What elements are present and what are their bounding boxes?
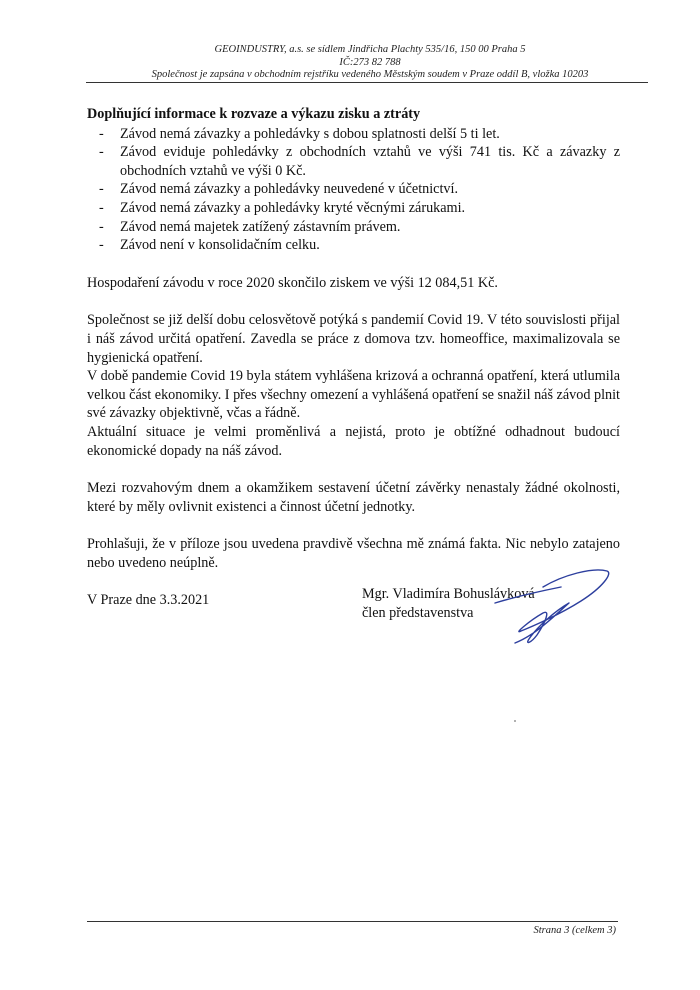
declaration-paragraph: Prohlašuji, že v příloze jsou uvedena pravdivě všechna mě známá fakta. Nic nebylo zatajeno nebo uvedeno neúplně. (87, 536, 620, 571)
page-number: Strana 3 (celkem 3) (533, 925, 616, 936)
bullet-item: - Závod eviduje pohledávky z obchodních vztahů ve výši 741 tis. Kč a závazky z obchodních vztahů ve výši 0 Kč. (87, 143, 620, 180)
place-date: V Praze dne 3.3.2021 (87, 592, 210, 609)
signatory-role: člen představenstva (362, 605, 474, 621)
document-body (87, 105, 620, 610)
bullet-item: - Závod nemá závazky a pohledávky s dobou splatnosti delší 5 ti let. (87, 125, 620, 144)
subsequent-events-paragraph: Mezi rozvahovým dnem a okamžikem sestavení účetní závěrky nenastaly žádné okolnosti, které by měly ovlivnit existenci a činnost účetní jednotky. (87, 480, 620, 515)
covid-paragraph-3: Aktuální situace je velmi proměnlivá a nejistá, proto je obtížné odhadnout budoucí ekonomické dopady na náš závod. (87, 423, 620, 459)
header-registry-line: Společnost je zapsána v obchodním rejstříku vedeného Městským soudem v Praze oddíl B, vložka 10203 (151, 69, 589, 80)
header-divider (86, 82, 648, 83)
result-paragraph: Hospodaření závodu v roce 2020 skončilo ziskem ve výši 12 084,51 Kč. (87, 274, 498, 291)
covid-paragraph-1: Společnost se již delší dobu celosvětově potýká s pandemií Covid 19. V této souvislosti přijal i náš závod určitá opatření. Zavedla se práce z domova tzv. homeoffice, maximalizovala se hygienická opatření. (87, 312, 620, 366)
signatory-name: Mgr. Vladimíra Bohuslávková (362, 586, 535, 602)
footer-divider (87, 921, 618, 922)
bullet-item: - Závod nemá závazky a pohledávky neuvedené v účetnictví. (87, 180, 620, 199)
company-header (140, 44, 600, 82)
header-company-line: GEOINDUSTRY, a.s. se sídlem Jindřicha Plachty 535/16, 150 00 Praha 5 (214, 44, 526, 55)
handwritten-signature (485, 565, 615, 647)
header-ic-line: IČ:273 82 788 (339, 56, 401, 68)
scan-speck (514, 720, 516, 722)
bullet-item: - Závod není v konsolidačním celku. (87, 236, 620, 255)
bullet-item: - Závod nemá majetek zatížený zástavním právem. (87, 218, 620, 237)
info-bullet-list (87, 125, 620, 255)
section-heading: Doplňující informace k rozvaze a výkazu zisku a ztráty (87, 106, 421, 122)
covid-paragraph-2: V době pandemie Covid 19 byla státem vyhlášena krizová a ochranná opatření, která utlumila velkou část ekonomiky. I přes všechny omezení a vyhlášená opatření se snažil náš závod plnit své závazky objektivně, včas a řádně. (87, 368, 620, 422)
bullet-item: - Závod nemá závazky a pohledávky kryté věcnými zárukami. (87, 199, 620, 218)
